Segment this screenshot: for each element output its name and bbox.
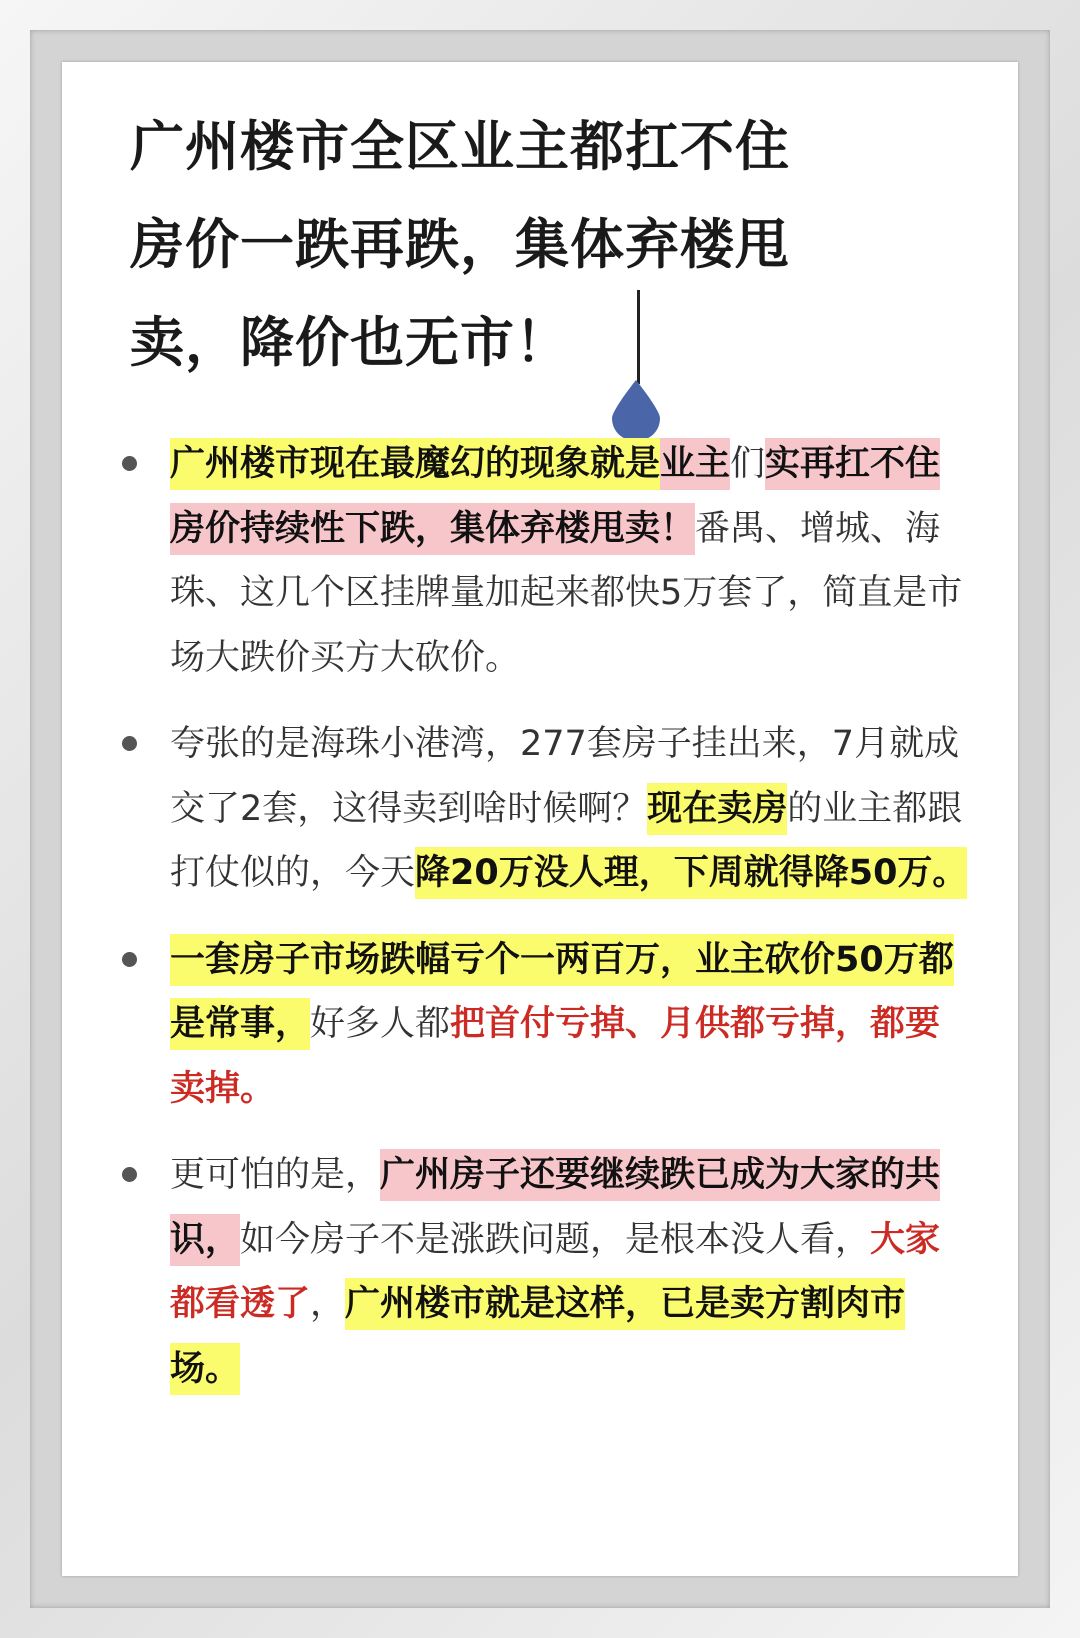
bullet-dot	[122, 456, 137, 471]
highlight-yellow-text: 一套房子市场跌幅亏个一两百万，业主砍价50万都是常事，	[170, 934, 954, 1051]
text-cursor-line	[637, 290, 640, 384]
list-item	[170, 432, 970, 690]
red-emphasis-text: 大家都看透了	[170, 1219, 941, 1324]
title-line: 房价一跌再跌，集体弃楼甩	[130, 213, 790, 276]
title-line: 广州楼市全区业主都扛不住	[130, 115, 790, 178]
list-item	[170, 712, 970, 906]
plain-text: 如今房子不是涨跌问题，是根本没人看，	[240, 1219, 871, 1260]
highlight-yellow-text: 广州楼市就是这样，已是卖方割肉市场。	[170, 1278, 905, 1395]
highlight-yellow-text: 现在卖房	[647, 783, 787, 835]
article-title	[130, 98, 970, 392]
plain-text: 的业主都跟打仗似的，今天	[170, 788, 963, 893]
highlight-yellow-text: 广州楼市现在最魔幻的现象就是	[170, 438, 660, 490]
bullet-dot	[122, 1167, 137, 1182]
highlight-yellow-text: 降20万没人理，下周就得降50万。	[415, 847, 967, 899]
title-line: 卖，降价也无市！	[130, 311, 570, 374]
highlight-pink-text: 业主	[660, 438, 730, 490]
plain-text: 们	[730, 444, 766, 484]
red-emphasis-text: 把首付亏掉、月供都亏掉，都要卖掉。	[170, 1004, 941, 1109]
plain-text: 番禺、增城、海珠、这几个区挂牌量加起来都快5万套了，简直是市场大跌价买方大砍价。	[170, 508, 963, 678]
list-item	[170, 1143, 970, 1401]
bullet-dot	[122, 736, 137, 751]
plain-text: ，	[310, 1284, 346, 1324]
highlight-pink-text: 广州房子还要继续跌已成为大家的共识，	[170, 1149, 940, 1266]
bullet-dot	[122, 952, 137, 967]
plain-text: 更可怕的是，	[170, 1155, 381, 1195]
article-card	[62, 62, 1018, 1576]
highlight-pink-text: 实再扛不住房价持续性下跌，集体弃楼甩卖！	[170, 438, 940, 555]
plain-text: 夸张的是海珠小港湾，277套房子挂出来，7月就成交了2套，这得卖到啥时候啊？	[170, 724, 960, 829]
bullet-list	[170, 432, 970, 1423]
list-item	[170, 928, 970, 1122]
plain-text: 好多人都	[310, 1004, 451, 1044]
